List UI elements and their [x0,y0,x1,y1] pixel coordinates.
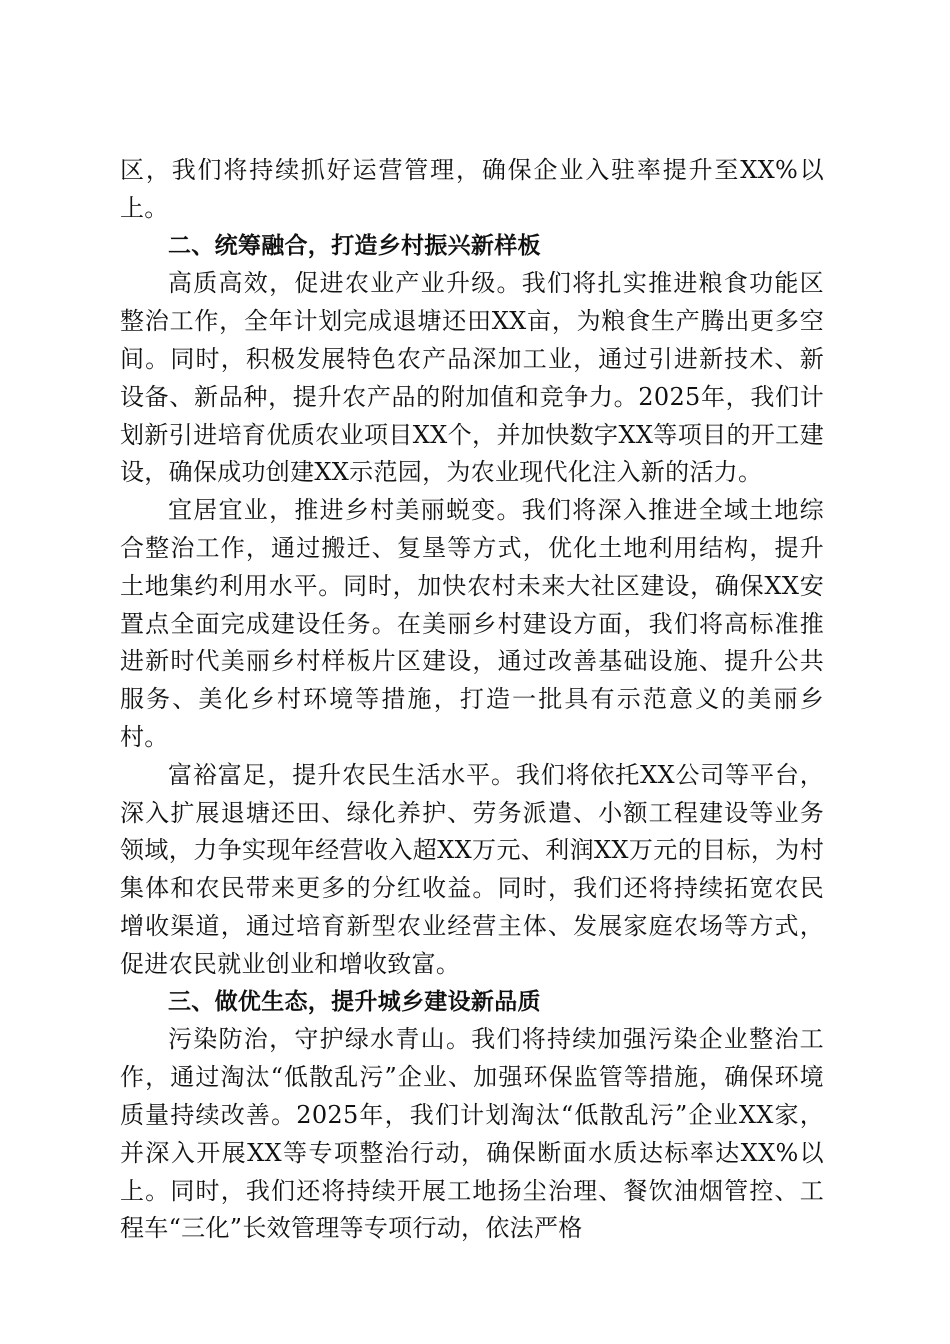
section-heading-2: 二、统筹融合，打造乡村振兴新样板 [168,232,541,259]
paragraph-continuation: 区，我们将持续抓好运营管理，确保企业入驻率提升至XX%以上。 [120,156,824,222]
paragraph-pollution-control: 污染防治，守护绿水青山。我们将持续加强污染企业整治工作，通过淘汰“低散乱污”企业、加强环保监管等措施，确保环境质量持续改善。2025年，我们计划淘汰“低散乱污”企业XX家，并深入开展XX等专项整治行动，确保断面水质达标率达XX%以上。同时，我们还将持续开展工地扬尘治理、餐饮油烟管控、工程车“三化”长效管理等专项行动，依法严格 [120,1025,824,1243]
section-heading-3: 三、做优生态，提升城乡建设新品质 [168,988,541,1015]
paragraph-livable-village: 宜居宜业，推进乡村美丽蜕变。我们将深入推进全域土地综合整治工作，通过搬迁、复垦等方式，优化土地利用结构，提升土地集约利用水平。同时，加快农村未来大社区建设，确保XX安置点全面完成建设任务。在美丽乡村建设方面，我们将高标准推进新时代美丽乡村样板片区建设，通过改善基础设施、提升公共服务、美化乡村环境等措施，打造一批具有示范意义的美丽乡村。 [120,496,824,751]
paragraph-agriculture: 高质高效，促进农业产业升级。我们将扎实推进粮食功能区整治工作，全年计划完成退塘还田XX亩，为粮食生产腾出更多空间。同时，积极发展特色农产品深加工业，通过引进新技术、新设备、新品种，提升农产品的附加值和竞争力。2025年，我们计划新引进培育优质农业项目XX个，并加快数字XX等项目的开工建设，确保成功创建XX示范园，为农业现代化注入新的活力。 [120,269,824,487]
paragraph-farmer-income: 富裕富足，提升农民生活水平。我们将依托XX公司等平台，深入扩展退塘还田、绿化养护、劳务派遣、小额工程建设等业务领域，力争实现年经营收入超XX万元、利润XX万元的目标，为村集体和农民带来更多的分红收益。同时，我们还将持续拓宽农民增收渠道，通过培育新型农业经营主体、发展家庭农场等方式，促进农民就业创业和增收致富。 [120,760,824,978]
document-page [120,152,824,1248]
